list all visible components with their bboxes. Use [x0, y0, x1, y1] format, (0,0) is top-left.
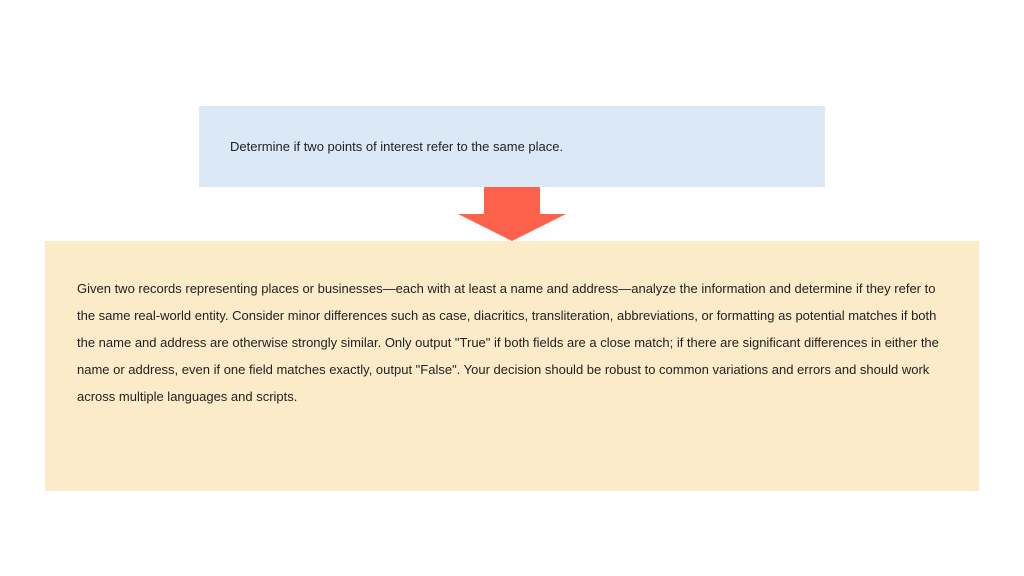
arrow-shape: [458, 187, 566, 241]
prompt-text: Given two records representing places or businesses—each with at least a name and address—analyze the information and determine if they refer to the same real-world entity. Consider minor differences such as case, diacritics, transliteration, abbreviations, or formatting as potential matches if both the name and address are otherwise strongly similar. Only output "True" if both fields are a close match; if there are significant differences in either the name or address, even if one field matches exactly, output "False". Your decision should be robust to common variations and errors and should work across multiple languages and scripts.: [77, 281, 939, 404]
task-box: [199, 106, 825, 187]
prompt-box: [45, 241, 979, 491]
down-arrow-icon: [458, 187, 566, 241]
task-text: Determine if two points of interest refer to the same place.: [230, 139, 564, 154]
